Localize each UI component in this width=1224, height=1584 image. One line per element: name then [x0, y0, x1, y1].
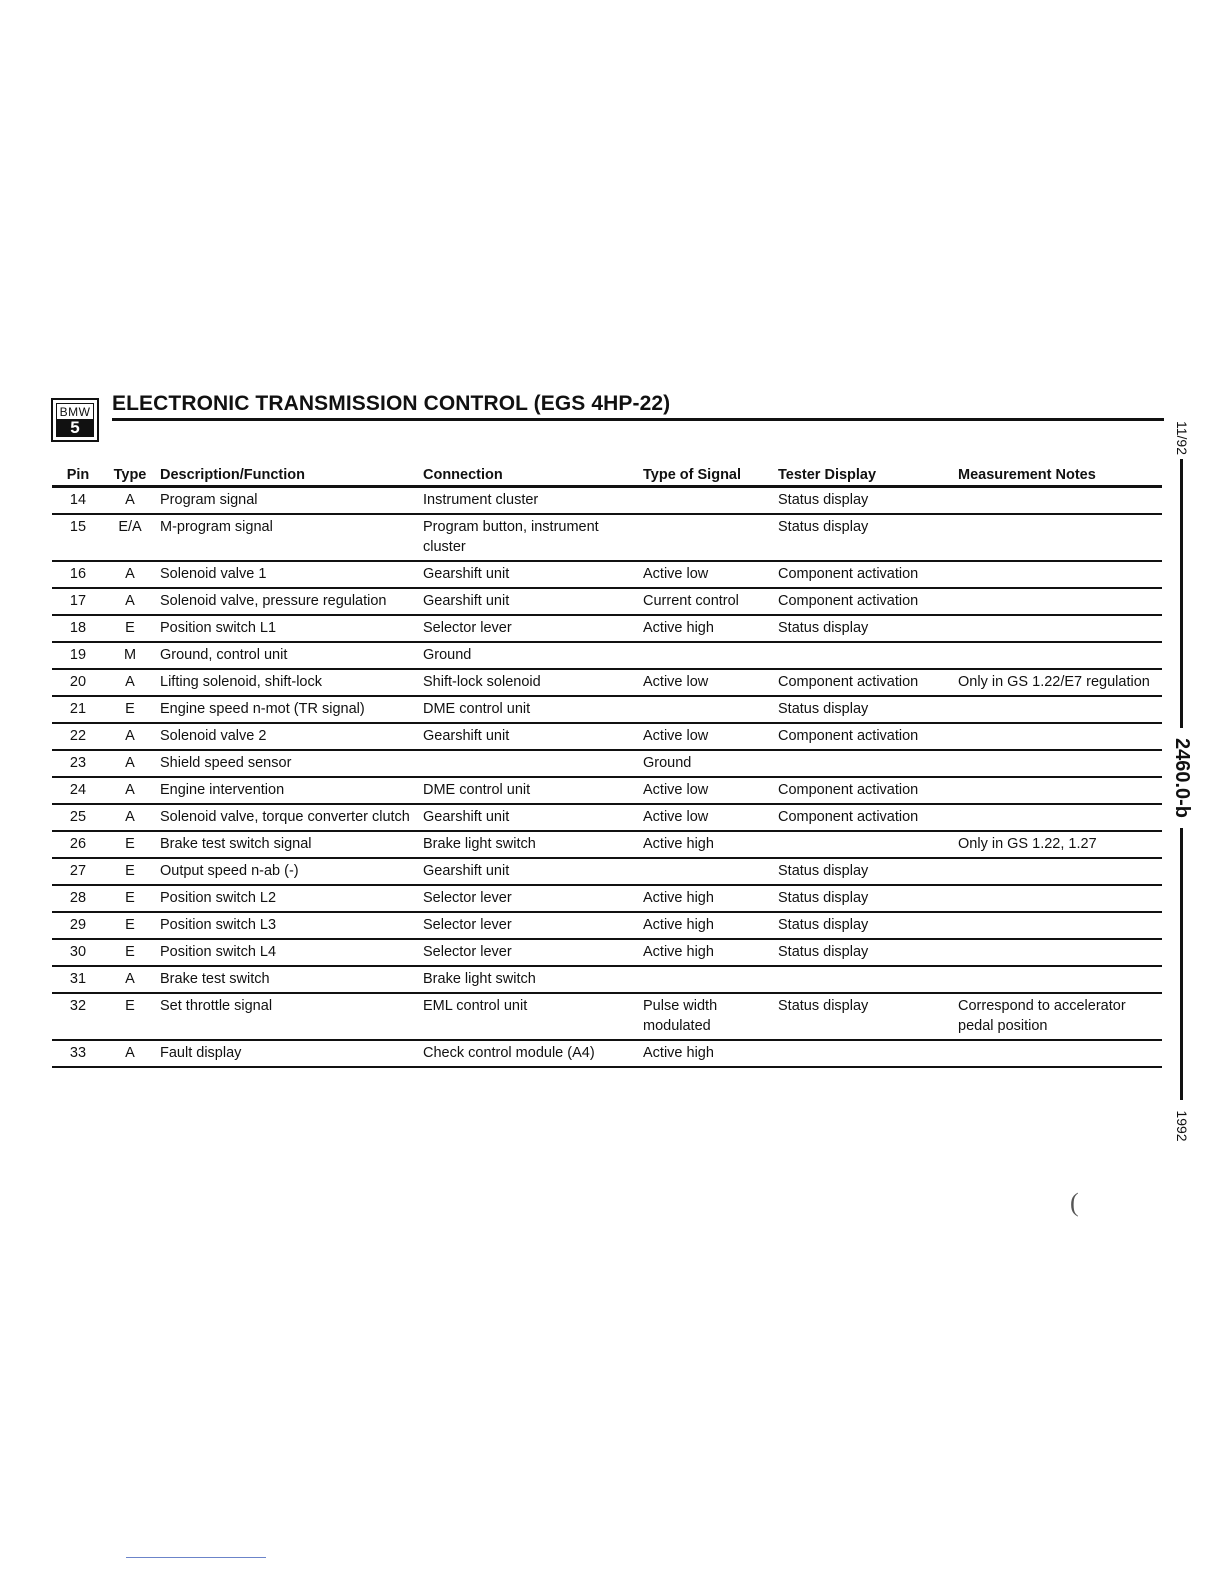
table-row [52, 777, 1162, 804]
cell-description: Engine speed n-mot (TR signal) [156, 696, 419, 723]
header-type: Type [104, 458, 156, 487]
cell-type: E [104, 696, 156, 723]
table-row [52, 750, 1162, 777]
stray-mark: ( [1070, 1188, 1079, 1217]
cell-pin: 27 [52, 858, 104, 885]
table-row [52, 642, 1162, 669]
logo-brand: BMW [56, 403, 94, 421]
cell-type: A [104, 777, 156, 804]
cell-type: A [104, 966, 156, 993]
cell-notes [954, 750, 1162, 777]
cell-description: Lifting solenoid, shift-lock [156, 669, 419, 696]
cell-connection: Instrument cluster [419, 487, 639, 515]
table-row [52, 939, 1162, 966]
cell-signal [639, 514, 774, 561]
cell-tester: Component activation [774, 561, 954, 588]
table-row [52, 1040, 1162, 1067]
cell-signal: Active low [639, 669, 774, 696]
cell-pin: 23 [52, 750, 104, 777]
table-row [52, 561, 1162, 588]
cell-notes [954, 777, 1162, 804]
cell-type: E [104, 912, 156, 939]
cell-description: M-program signal [156, 514, 419, 561]
table-row [52, 804, 1162, 831]
cell-notes [954, 487, 1162, 515]
cell-pin: 29 [52, 912, 104, 939]
bottom-rule [126, 1557, 266, 1558]
cell-signal: Active low [639, 777, 774, 804]
cell-notes [954, 514, 1162, 561]
cell-tester: Status display [774, 912, 954, 939]
cell-pin: 33 [52, 1040, 104, 1067]
cell-signal: Active high [639, 912, 774, 939]
cell-description: Position switch L1 [156, 615, 419, 642]
cell-description: Brake test switch signal [156, 831, 419, 858]
bmw-5-series-logo [51, 398, 99, 442]
cell-signal: Active high [639, 939, 774, 966]
cell-description: Set throttle signal [156, 993, 419, 1040]
cell-tester [774, 1040, 954, 1067]
cell-pin: 19 [52, 642, 104, 669]
table-body [52, 487, 1162, 1068]
header-pin: Pin [52, 458, 104, 487]
table-row [52, 723, 1162, 750]
cell-pin: 18 [52, 615, 104, 642]
cell-tester: Component activation [774, 777, 954, 804]
cell-description: Position switch L2 [156, 885, 419, 912]
cell-signal [639, 642, 774, 669]
cell-tester: Component activation [774, 804, 954, 831]
table-row [52, 696, 1162, 723]
cell-type: E [104, 939, 156, 966]
cell-signal: Active low [639, 723, 774, 750]
cell-notes [954, 966, 1162, 993]
cell-signal: Pulse width modulated [639, 993, 774, 1040]
side-section-code: 2460.0-b [1168, 728, 1196, 828]
cell-tester: Status display [774, 696, 954, 723]
cell-type: A [104, 723, 156, 750]
cell-connection: DME control unit [419, 696, 639, 723]
cell-tester: Component activation [774, 723, 954, 750]
cell-connection: EML control unit [419, 993, 639, 1040]
cell-tester: Component activation [774, 588, 954, 615]
cell-description: Solenoid valve 1 [156, 561, 419, 588]
cell-connection: Brake light switch [419, 966, 639, 993]
cell-notes [954, 723, 1162, 750]
cell-signal: Active high [639, 831, 774, 858]
cell-description: Output speed n-ab (-) [156, 858, 419, 885]
cell-type: E [104, 615, 156, 642]
cell-pin: 17 [52, 588, 104, 615]
cell-type: E [104, 993, 156, 1040]
logo-series: 5 [56, 419, 94, 437]
cell-description: Solenoid valve 2 [156, 723, 419, 750]
title-rule [112, 418, 1164, 421]
header-connection: Connection [419, 458, 639, 487]
cell-notes [954, 588, 1162, 615]
table-row [52, 912, 1162, 939]
cell-connection: Ground [419, 642, 639, 669]
cell-notes [954, 939, 1162, 966]
cell-type: A [104, 561, 156, 588]
cell-signal [639, 487, 774, 515]
cell-connection: Brake light switch [419, 831, 639, 858]
cell-type: E/A [104, 514, 156, 561]
cell-tester [774, 966, 954, 993]
cell-pin: 16 [52, 561, 104, 588]
cell-description: Shield speed sensor [156, 750, 419, 777]
cell-tester: Status display [774, 885, 954, 912]
cell-description: Solenoid valve, torque converter clutch [156, 804, 419, 831]
cell-description: Brake test switch [156, 966, 419, 993]
table-row [52, 885, 1162, 912]
cell-description: Engine intervention [156, 777, 419, 804]
cell-connection: Shift-lock solenoid [419, 669, 639, 696]
side-date: 11/92 [1172, 417, 1192, 459]
page-title: ELECTRONIC TRANSMISSION CONTROL (EGS 4HP-22) [112, 392, 671, 415]
table-row [52, 669, 1162, 696]
cell-tester: Status display [774, 487, 954, 515]
cell-tester: Status display [774, 514, 954, 561]
cell-pin: 14 [52, 487, 104, 515]
cell-connection: Selector lever [419, 939, 639, 966]
cell-pin: 24 [52, 777, 104, 804]
table-row [52, 487, 1162, 515]
cell-notes [954, 858, 1162, 885]
cell-signal: Current control [639, 588, 774, 615]
cell-connection: Gearshift unit [419, 723, 639, 750]
cell-description: Ground, control unit [156, 642, 419, 669]
cell-signal [639, 966, 774, 993]
cell-description: Position switch L3 [156, 912, 419, 939]
cell-type: A [104, 1040, 156, 1067]
cell-type: M [104, 642, 156, 669]
table-row [52, 514, 1162, 561]
table-row [52, 993, 1162, 1040]
cell-notes [954, 615, 1162, 642]
cell-type: A [104, 750, 156, 777]
table-header-row [52, 458, 1162, 487]
cell-type: E [104, 885, 156, 912]
cell-description: Position switch L4 [156, 939, 419, 966]
cell-pin: 21 [52, 696, 104, 723]
cell-signal: Active high [639, 615, 774, 642]
header-signal: Type of Signal [639, 458, 774, 487]
cell-notes [954, 642, 1162, 669]
cell-signal: Active high [639, 1040, 774, 1067]
cell-type: A [104, 487, 156, 515]
cell-signal: Active high [639, 885, 774, 912]
cell-connection: Selector lever [419, 885, 639, 912]
cell-signal: Active low [639, 561, 774, 588]
cell-pin: 31 [52, 966, 104, 993]
cell-notes [954, 1040, 1162, 1067]
cell-connection: Program button, instrument cluster [419, 514, 639, 561]
cell-pin: 30 [52, 939, 104, 966]
cell-type: E [104, 858, 156, 885]
table-row [52, 588, 1162, 615]
cell-pin: 20 [52, 669, 104, 696]
table-row [52, 831, 1162, 858]
cell-connection: Gearshift unit [419, 804, 639, 831]
cell-notes [954, 804, 1162, 831]
cell-type: E [104, 831, 156, 858]
cell-description: Program signal [156, 487, 419, 515]
cell-notes [954, 696, 1162, 723]
cell-tester: Status display [774, 615, 954, 642]
cell-connection: Check control module (A4) [419, 1040, 639, 1067]
cell-connection: Gearshift unit [419, 858, 639, 885]
cell-connection: Selector lever [419, 615, 639, 642]
cell-tester [774, 831, 954, 858]
cell-connection: Gearshift unit [419, 588, 639, 615]
cell-notes [954, 912, 1162, 939]
header-notes: Measurement Notes [954, 458, 1162, 487]
cell-pin: 28 [52, 885, 104, 912]
cell-description: Solenoid valve, pressure regulation [156, 588, 419, 615]
cell-tester: Status display [774, 993, 954, 1040]
cell-pin: 32 [52, 993, 104, 1040]
cell-connection [419, 750, 639, 777]
cell-tester [774, 642, 954, 669]
cell-tester: Status display [774, 939, 954, 966]
cell-signal: Active low [639, 804, 774, 831]
cell-connection: DME control unit [419, 777, 639, 804]
cell-pin: 15 [52, 514, 104, 561]
cell-pin: 26 [52, 831, 104, 858]
cell-tester: Status display [774, 858, 954, 885]
side-year: 1992 [1172, 1105, 1192, 1147]
cell-signal [639, 858, 774, 885]
cell-notes: Only in GS 1.22, 1.27 [954, 831, 1162, 858]
header-tester: Tester Display [774, 458, 954, 487]
table-row [52, 966, 1162, 993]
cell-notes: Correspond to accelerator pedal position [954, 993, 1162, 1040]
cell-type: A [104, 588, 156, 615]
cell-pin: 22 [52, 723, 104, 750]
table-row [52, 858, 1162, 885]
cell-connection: Selector lever [419, 912, 639, 939]
cell-tester [774, 750, 954, 777]
cell-signal: Ground [639, 750, 774, 777]
header-description: Description/Function [156, 458, 419, 487]
cell-type: A [104, 669, 156, 696]
cell-tester: Component activation [774, 669, 954, 696]
cell-notes: Only in GS 1.22/E7 regulation [954, 669, 1162, 696]
cell-pin: 25 [52, 804, 104, 831]
cell-signal [639, 696, 774, 723]
cell-notes [954, 561, 1162, 588]
cell-notes [954, 885, 1162, 912]
table-row [52, 615, 1162, 642]
cell-description: Fault display [156, 1040, 419, 1067]
cell-type: A [104, 804, 156, 831]
cell-connection: Gearshift unit [419, 561, 639, 588]
pin-assignment-table [52, 458, 1162, 1068]
